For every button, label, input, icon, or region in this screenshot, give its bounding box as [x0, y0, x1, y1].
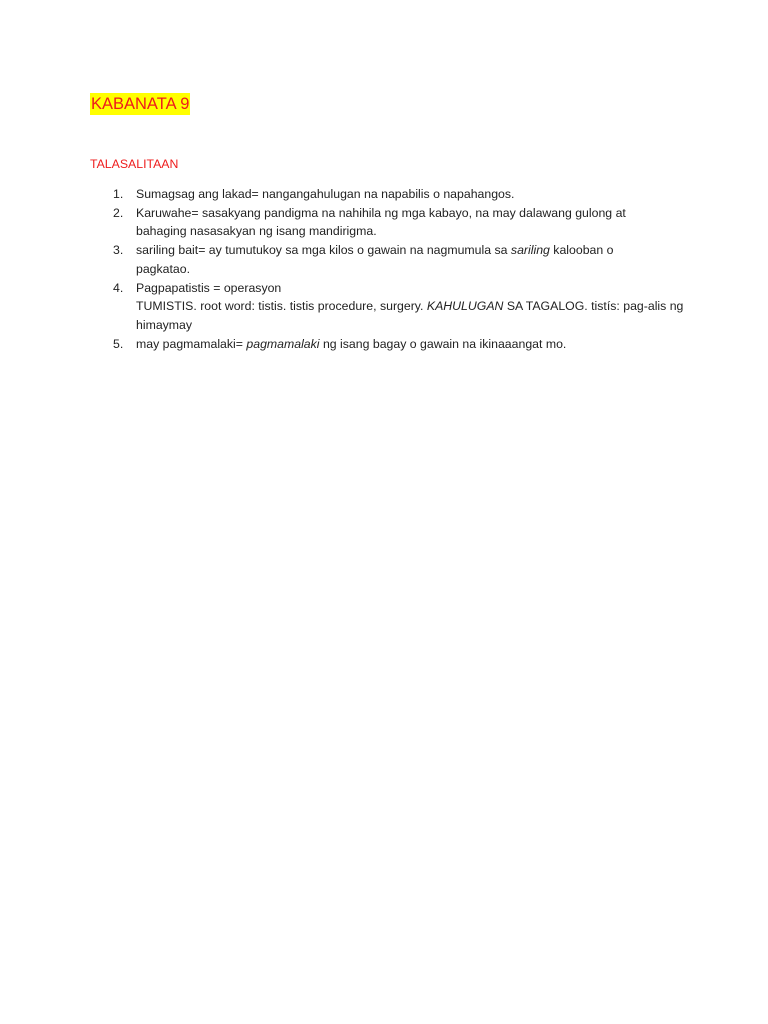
list-item-number: 5.	[113, 336, 124, 351]
italic-term: pagmamalaki	[246, 336, 320, 351]
section-heading: TALASALITAAN	[90, 157, 179, 171]
list-item	[0, 241, 768, 278]
list-item-text-line	[136, 335, 688, 354]
text-run: sariling bait= ay tumutukoy sa mga kilos o gawain na nagmumula sa	[136, 243, 511, 258]
list-item-text-line	[136, 241, 688, 260]
list-item	[0, 185, 768, 204]
list-item-text-line	[136, 297, 688, 316]
text-run: ng isang bagay o gawain na ikinaaangat mo.	[319, 336, 567, 351]
chapter-title: KABANATA 9	[91, 95, 190, 113]
list-item	[0, 204, 768, 241]
list-item-number: 2.	[113, 205, 124, 220]
list-item-text: Pagpapatistis = operasyon	[136, 280, 282, 295]
list-item-number: 4.	[113, 280, 124, 295]
list-item-text: himaymay	[136, 317, 193, 332]
italic-term: KAHULUGAN	[426, 299, 504, 314]
list-item-text: Sumagsag ang lakad= nangangahulugan na napabilis o napahangos.	[136, 187, 515, 201]
text-run: may pagmamalaki=	[136, 336, 247, 351]
list-item-number: 1.	[113, 187, 124, 201]
list-item	[0, 335, 768, 354]
text-run: SA TAGALOG. tistís: pag-alis ng	[503, 299, 684, 314]
text-run: TUMISTIS. root word: tistis. tistis procedure, surgery.	[136, 299, 427, 314]
list-item-text: bahaging nasasakyan ng isang mandirigma.	[136, 224, 377, 239]
italic-term: sariling	[510, 243, 550, 258]
list-item-text: Karuwahe= sasakyang pandigma na nahihila ng mga kabayo, na may dalawang gulong at	[136, 205, 626, 220]
list-item-number: 3.	[113, 243, 124, 258]
list-item-text: pagkatao.	[136, 261, 191, 276]
vocabulary-list	[0, 185, 768, 353]
list-item	[0, 279, 768, 335]
text-run: kalooban o	[549, 243, 614, 258]
